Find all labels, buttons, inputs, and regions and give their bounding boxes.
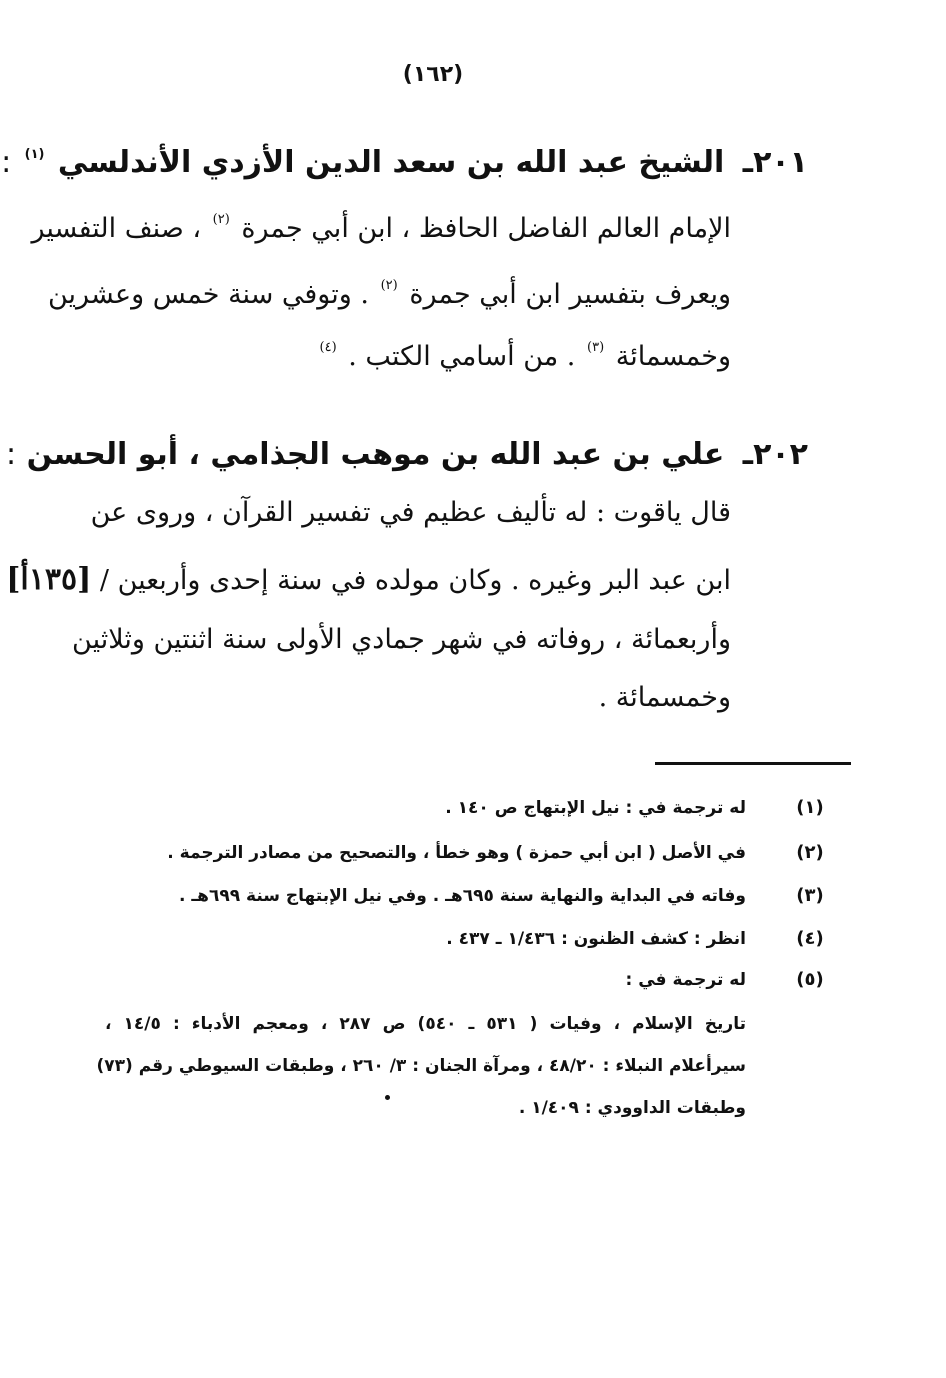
entry-colon: : [6,437,17,472]
entry-201-line-3 [95,340,731,372]
page-number: (١٦٢) [402,62,464,87]
footnote-text: له ترجمة في : نيل الإبتهاج ص ١٤٠ . [445,798,746,818]
footnote-ref: (١) [24,147,45,162]
text-segment: . وتوفي سنة خمس وعشرين [47,279,369,310]
footnote-number: (٤) [796,928,824,949]
entry-heading-201 [1,145,808,180]
text-segment: ابن عبد البر وغيره . وكان مولده في سنة إحدى وأربعين / [99,565,731,596]
text-segment: ويعرف بتفسير ابن أبي جمرة [409,279,731,310]
entry-202-line-4: وخمسمائة . [598,682,731,713]
folio-marker: [١٣٥أ] [6,562,92,597]
footnote-continuation-line: وطبقات الداوودي : ١/٤٠٩ . [518,1098,746,1118]
footnote-continuation-line: سيرأعلام النبلاء : ٤٨/٢٠ ، ومرآة الجنان : ٣/ ٢٦٠ ، وطبقات السيوطي رقم (٧٣) [96,1056,746,1076]
entry-202-line-1: قال ياقوت : له تأليف عظيم في تفسير القرآن ، وروى عن [90,497,731,528]
footnote-ref: (٢) [212,212,230,227]
entry-number: ٢٠٢ـ [742,437,808,472]
entry-201-line-1 [31,212,731,244]
footnote-ref: (٣) [587,340,605,355]
entry-202-line-2 [6,562,731,597]
entry-number: ٢٠١ـ [742,145,808,180]
footnote-number: (٥) [796,969,824,990]
footnote-text: له ترجمة في : [625,970,746,990]
footnote-ref: (٤) [319,340,337,355]
entry-name: علي بن عبد الله بن موهب الجذامي ، أبو الحسن [26,437,725,472]
text-segment: الإمام العالم الفاضل الحافظ ، ابن أبي جمرة [241,213,731,244]
footnote-text: في الأصل ( ابن أبي حمزة ) وهو خطأ ، والتصحيح من مصادر الترجمة . [167,843,746,863]
entry-201-line-2 [47,278,731,310]
entry-202-line-3: وأربعمائة ، روفاته في شهر جمادي الأولى سنة اثنتين وثلاثين [72,624,731,655]
footnote-number: (١) [796,797,824,818]
text-segment: ، صنف التفسير [31,213,202,244]
footnote-text: انظر : كشف الظنون : ١/٤٣٦ ـ ٤٣٧ . [446,929,746,949]
footnote-number: (٢) [796,842,824,863]
entry-colon: : [1,145,12,180]
footnote-number: (٣) [796,885,824,906]
entry-heading-202 [0,437,808,472]
text-segment: وخمسمائة [615,341,731,372]
ink-dot [385,1095,390,1100]
footnote-text: وفاته في البداية والنهاية سنة ٦٩٥هـ . وفي نيل الإبتهاج سنة ٦٩٩هـ . [178,886,746,906]
footnote-ref: (٢) [380,278,398,293]
entry-name: الشيخ عبد الله بن سعد الدين الأزدي الأندلسي [57,145,725,180]
footnote-separator [655,762,851,765]
text-segment: . من أسامي الكتب . [348,341,576,372]
footnote-continuation-line: تاريخ الإسلام ، وفيات ( ٥٣١ ـ ٥٤٠) ص ٢٨٧ ، ومعجم الأدباء : ١٤/٥ ، [105,1014,746,1034]
